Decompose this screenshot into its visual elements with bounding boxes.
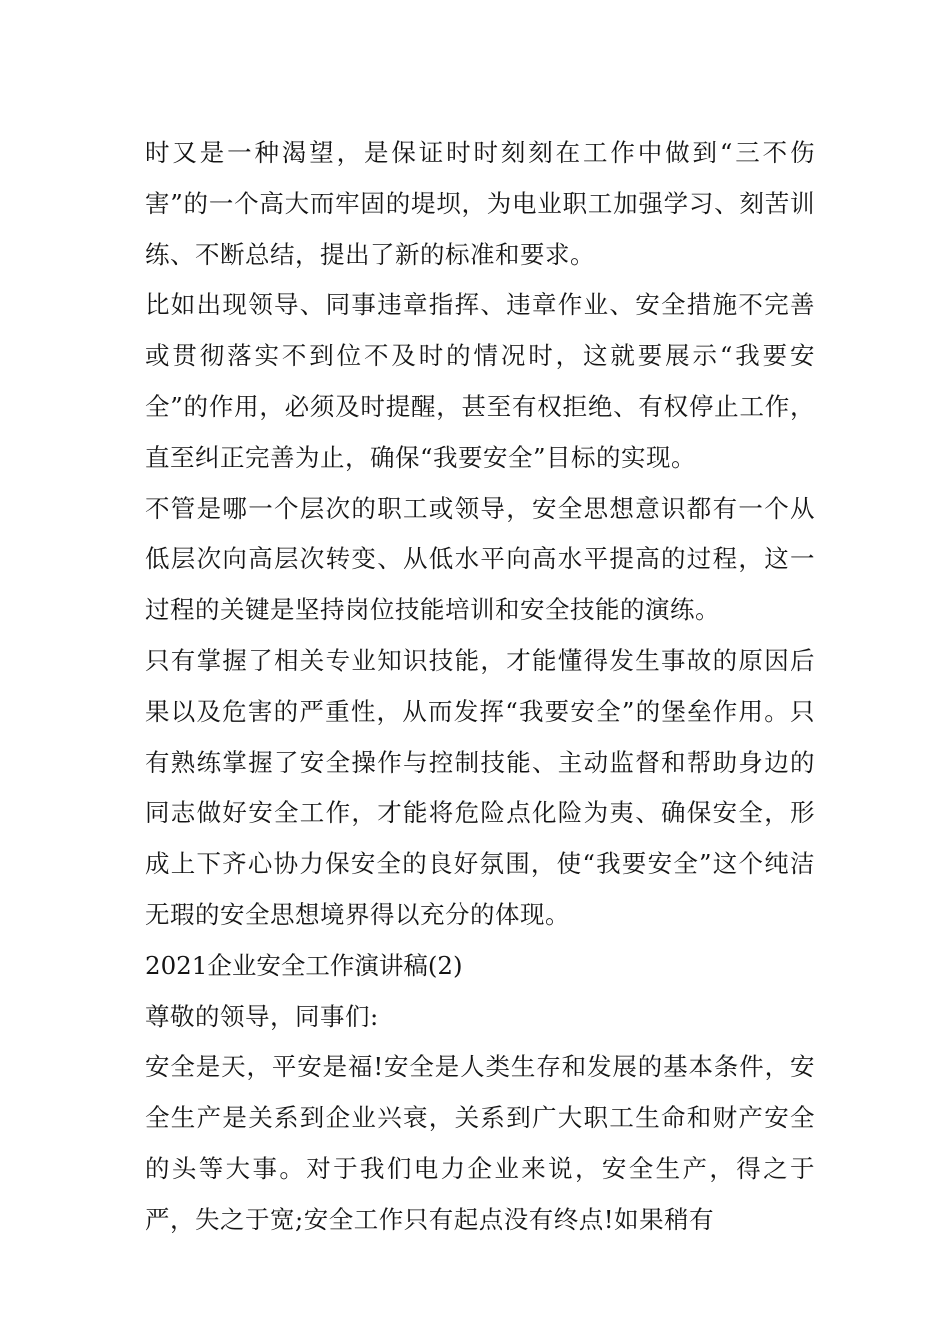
section-title: 2021企业安全工作演讲稿(2) [145, 950, 463, 980]
greeting: 尊敬的领导，同事们: [145, 1001, 379, 1031]
paragraph-5: 安全是天，平安是福!安全是人类生存和发展的基本条件，安全生产是关系到企业兴衰，关系到广大职工生命和财产安全的头等大事。对于我们电力企业来说，安全生产，得之于严，失之于宽;安全工作只有起点没有终点!如果稍有 [145, 1052, 815, 1234]
paragraph-4: 只有掌握了相关专业知识技能，才能懂得发生事故的原因后果以及危害的严重性，从而发挥“我要安全”的堡垒作用。只有熟练掌握了安全操作与控制技能、主动监督和帮助身边的同志做好安全工作，才能将危险点化险为夷、确保安全，形成上下齐心协力保安全的良好氛围，使“我要安全”这个纯洁无瑕的安全思想境界得以充分的体现。 [145, 645, 815, 929]
paragraph-1: 时又是一种渴望，是保证时时刻刻在工作中做到“三不伤害”的一个高大而牢固的堤坝，为电业职工加强学习、刻苦训练、不断总结，提出了新的标准和要求。 [145, 138, 815, 269]
paragraph-2: 比如出现领导、同事违章指挥、违章作业、安全措施不完善或贯彻落实不到位不及时的情况时，这就要展示“我要安全”的作用，必须及时提醒，甚至有权拒绝、有权停止工作，直至纠正完善为止，确保“我要安全”目标的实现。 [145, 290, 815, 472]
paragraph-3: 不管是哪一个层次的职工或领导，安全思想意识都有一个从低层次向高层次转变、从低水平向高水平提高的过程，这一过程的关键是坚持岗位技能培训和安全技能的演练。 [145, 493, 815, 625]
document-body [145, 128, 815, 1246]
